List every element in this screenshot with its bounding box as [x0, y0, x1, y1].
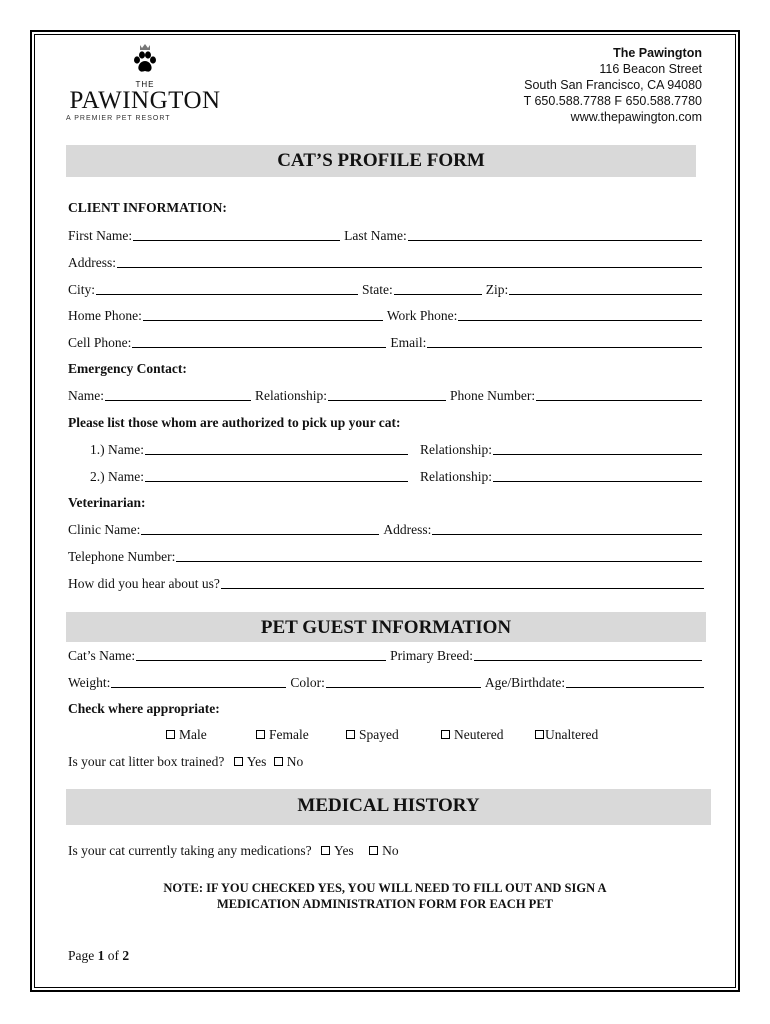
clinic-name-field[interactable] [141, 533, 379, 535]
company-city: South San Francisco, CA 94080 [524, 78, 702, 92]
male-option[interactable] [166, 727, 207, 743]
medical-history-band [66, 789, 711, 825]
hear-about-label: How did you hear about us? [68, 576, 220, 591]
address-label: Address: [68, 255, 116, 270]
litter-yes-checkbox[interactable] [234, 757, 243, 766]
spayed-label: Spayed [359, 727, 399, 742]
vet-telephone-label: Telephone Number: [68, 549, 176, 564]
weight-label: Weight: [68, 675, 111, 690]
clinic-address-label: Address: [383, 522, 432, 537]
email-field[interactable] [427, 346, 702, 348]
medication-note [68, 880, 702, 912]
medication-question [68, 843, 399, 859]
male-label: Male [179, 727, 207, 742]
city-label: City: [68, 282, 96, 297]
page-sep: of [104, 948, 123, 963]
page-current: 1 [97, 948, 105, 963]
emergency-phone-label: Phone Number: [450, 388, 536, 403]
medication-note-line-2: MEDICATION ADMINISTRATION FORM FOR EACH PET [216, 897, 553, 911]
page-number [68, 948, 129, 964]
client-info-heading: CLIENT INFORMATION: [68, 200, 227, 215]
city-row [68, 280, 702, 298]
page-total: 2 [122, 948, 130, 963]
medication-yes-checkbox[interactable] [321, 846, 330, 855]
clinic-name-label: Clinic Name: [68, 522, 141, 537]
neutered-option[interactable] [441, 727, 503, 743]
neutered-label: Neutered [454, 727, 504, 742]
company-name: The Pawington [613, 46, 702, 60]
last-name-label: Last Name: [344, 228, 407, 243]
medication-note-line-1: NOTE: IF YOU CHECKED YES, YOU WILL NEED TO FILL OUT AND SIGN A [163, 881, 607, 895]
primary-breed-field[interactable] [474, 659, 702, 661]
work-phone-label: Work Phone: [386, 308, 458, 323]
medical-history-title: MEDICAL HISTORY [297, 795, 480, 816]
emergency-relationship-label: Relationship: [255, 388, 327, 403]
home-phone-label: Home Phone: [68, 308, 142, 323]
pet-guest-title: PET GUEST INFORMATION [260, 617, 512, 638]
pickup-relationship-1-label: Relationship: [419, 442, 492, 457]
pickup-relationship-1-field[interactable] [493, 453, 702, 455]
veterinarian-heading: Veterinarian: [68, 495, 146, 510]
female-label: Female [269, 727, 309, 742]
city-field[interactable] [96, 293, 358, 295]
logo-tagline: A PREMIER PET RESORT [66, 115, 171, 122]
litter-no-checkbox[interactable] [274, 757, 283, 766]
page-prefix: Page [68, 948, 98, 963]
hear-about-row [68, 574, 704, 592]
unaltered-option[interactable] [535, 727, 598, 743]
cat-name-label: Cat’s Name: [68, 648, 136, 663]
medication-question-text: Is your cat currently taking any medications? [68, 843, 312, 858]
pickup-name-2-label: 2.) Name: [90, 469, 144, 484]
clinic-row [68, 520, 702, 538]
logo-name: PAWINGTON [69, 87, 221, 114]
zip-label: Zip: [485, 282, 509, 297]
emergency-name-field[interactable] [105, 399, 251, 401]
paw-crown-icon [132, 42, 158, 76]
first-name-field[interactable] [133, 239, 340, 241]
medication-no-label: No [382, 843, 399, 858]
state-field[interactable] [394, 293, 482, 295]
company-street: 116 Beacon Street [599, 62, 702, 76]
hear-about-field[interactable] [221, 587, 704, 589]
check-appropriate-heading: Check where appropriate: [68, 701, 220, 716]
emergency-row [68, 386, 702, 404]
home-phone-row [68, 306, 702, 324]
first-name-label: First Name: [68, 228, 133, 243]
spayed-checkbox[interactable] [346, 730, 355, 739]
age-label: Age/Birthdate: [484, 675, 566, 690]
litter-yes-label: Yes [246, 754, 267, 769]
litter-question-text: Is your cat litter box trained? [68, 754, 225, 769]
unaltered-checkbox[interactable] [535, 730, 544, 739]
medication-yes-label: Yes [334, 843, 354, 858]
cell-phone-row [68, 333, 702, 351]
litter-question [68, 754, 303, 770]
weight-field[interactable] [111, 686, 286, 688]
form-title: CAT’S PROFILE FORM [277, 150, 485, 171]
pickup-relationship-2-label: Relationship: [419, 469, 492, 484]
emergency-contact-heading: Emergency Contact: [68, 361, 187, 376]
email-label: Email: [390, 335, 427, 350]
logo-the: THE [135, 80, 155, 89]
vet-telephone-row [68, 547, 702, 565]
address-field[interactable] [117, 266, 702, 268]
pickup-row-2 [90, 467, 702, 485]
clinic-address-field[interactable] [432, 533, 702, 535]
emergency-name-label: Name: [68, 388, 104, 403]
pickup-name-1-field[interactable] [145, 453, 408, 455]
pet-guest-band [66, 612, 706, 642]
color-label: Color: [290, 675, 325, 690]
zip-field[interactable] [509, 293, 702, 295]
form-title-band [66, 145, 696, 177]
female-checkbox[interactable] [256, 730, 265, 739]
medication-no-checkbox[interactable] [369, 846, 378, 855]
pickup-name-1-label: 1.) Name: [90, 442, 144, 457]
pickup-name-2-field[interactable] [145, 480, 408, 482]
address-row [68, 253, 702, 271]
vet-telephone-field[interactable] [176, 560, 702, 562]
emergency-phone-field[interactable] [536, 399, 702, 401]
litter-no-label: No [286, 754, 304, 769]
cell-phone-field[interactable] [132, 346, 386, 348]
male-checkbox[interactable] [166, 730, 175, 739]
pickup-heading: Please list those whom are authorized to pick up your cat: [68, 415, 401, 430]
name-row [68, 226, 702, 244]
weight-row [68, 673, 704, 691]
age-field[interactable] [566, 686, 704, 688]
company-phones: T 650.588.7788 F 650.588.7780 [523, 94, 702, 108]
state-label: State: [362, 282, 393, 297]
pickup-relationship-2-field[interactable] [493, 480, 702, 482]
primary-breed-label: Primary Breed: [390, 648, 473, 663]
female-option[interactable] [256, 727, 309, 743]
cat-name-field[interactable] [136, 659, 386, 661]
spayed-option[interactable] [346, 727, 399, 743]
cell-phone-label: Cell Phone: [68, 335, 132, 350]
home-phone-field[interactable] [143, 319, 383, 321]
work-phone-field[interactable] [458, 319, 702, 321]
pawington-logo [60, 42, 230, 122]
unaltered-label: Unaltered [545, 727, 599, 742]
company-web[interactable]: www.thepawington.com [570, 110, 702, 124]
neutered-checkbox[interactable] [441, 730, 450, 739]
cat-name-row [68, 646, 702, 664]
emergency-relationship-field[interactable] [328, 399, 446, 401]
company-address [524, 45, 702, 125]
color-field[interactable] [326, 686, 481, 688]
pickup-row-1 [90, 440, 702, 458]
last-name-field[interactable] [408, 239, 702, 241]
